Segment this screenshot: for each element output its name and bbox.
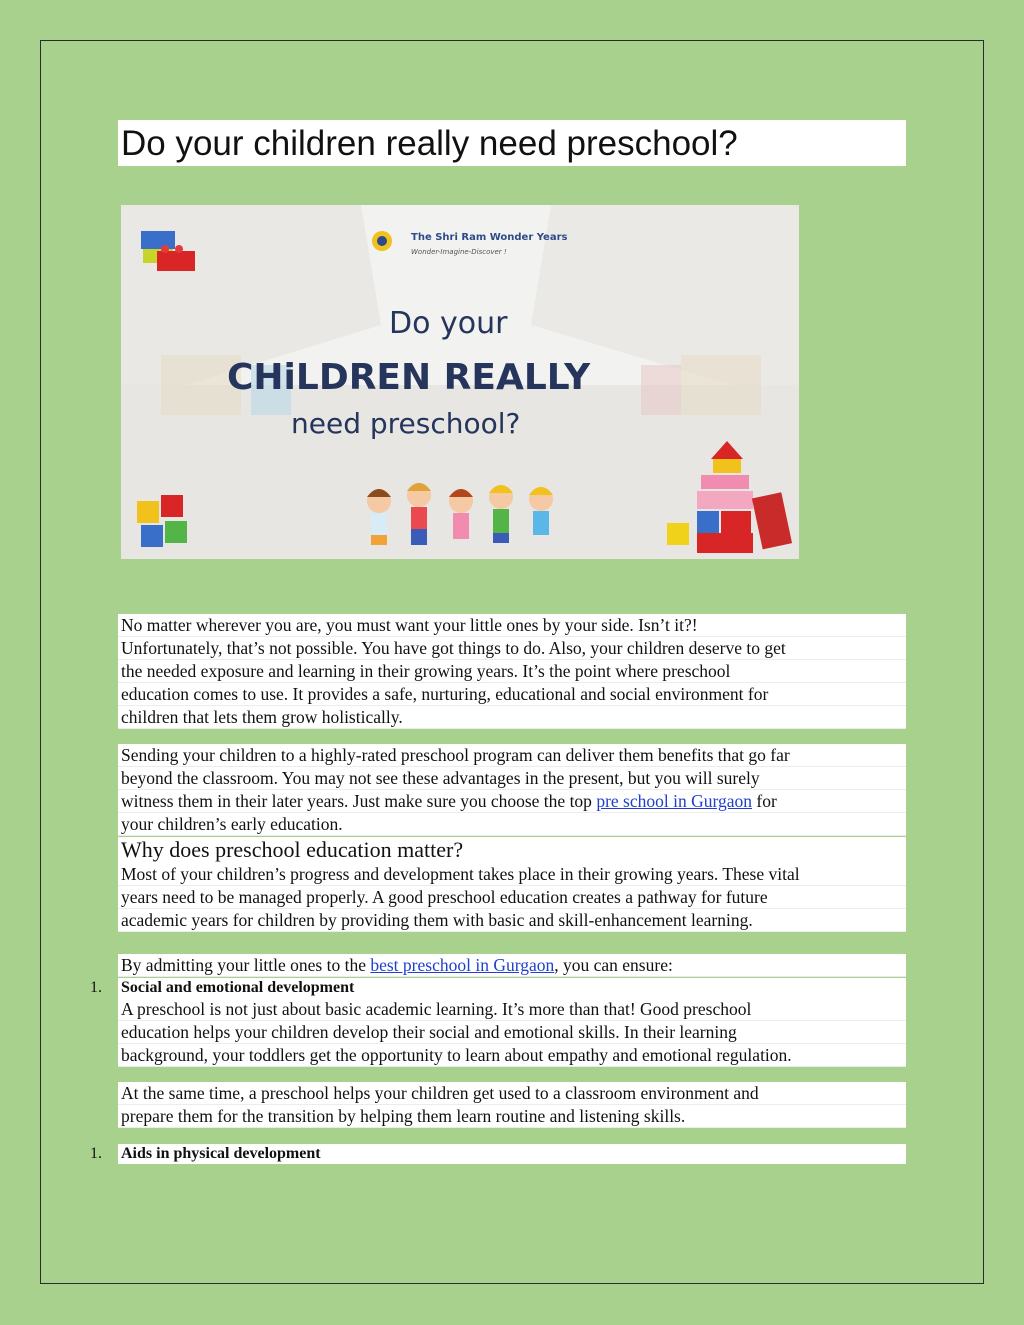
list-number: 1. — [90, 979, 102, 996]
text-line: No matter wherever you are, you must want your little ones by your side. Isn’t it?! — [118, 614, 906, 637]
social-emotional-paragraph-1 — [118, 998, 906, 1067]
list-item-label: Social and emotional development — [118, 978, 906, 998]
list-item-social-emotional — [86, 978, 906, 998]
intro-paragraph-2 — [118, 744, 906, 836]
text-line: education helps your children develop their social and emotional skills. In their learning — [118, 1021, 906, 1044]
hero-line-2: CHiLDREN REALLY — [227, 357, 591, 398]
list-item-label: Aids in physical development — [118, 1144, 906, 1164]
list-item-physical-development — [86, 1144, 906, 1164]
text-line: Most of your children’s progress and development takes place in their growing years. These vital — [118, 863, 906, 886]
text-line: Unfortunately, that’s not possible. You have got things to do. Also, your children deserve to get — [118, 637, 906, 660]
text-line — [118, 954, 906, 977]
text-line: your children’s early education. — [118, 813, 906, 836]
text-line: academic years for children by providing them with basic and skill-enhancement learning. — [118, 909, 906, 932]
text-line: Sending your children to a highly-rated preschool program can deliver them benefits that go far — [118, 744, 906, 767]
hero-line-1: Do your — [389, 306, 508, 341]
brand-tagline: Wonder-Imagine-Discover ! — [411, 248, 507, 256]
brand-name: The Shri Ram Wonder Years — [411, 232, 568, 243]
text-span: witness them in their later years. Just make sure you choose the top — [121, 791, 597, 811]
pre-school-gurgaon-link[interactable]: pre school in Gurgaon — [596, 791, 753, 811]
text-span: , you can ensure: — [554, 955, 673, 975]
text-line: the needed exposure and learning in their growing years. It’s the point where preschool — [118, 660, 906, 683]
hero-line-3: need preschool? — [291, 407, 521, 440]
text-line: background, your toddlers get the opportunity to learn about empathy and emotional regulation. — [118, 1044, 906, 1067]
text-line: A preschool is not just about basic academic learning. It’s more than that! Good preschool — [118, 998, 906, 1021]
text-line: beyond the classroom. You may not see these advantages in the present, but you will surely — [118, 767, 906, 790]
text-line — [118, 790, 906, 813]
text-span: for — [752, 791, 777, 811]
text-line: education comes to use. It provides a safe, nurturing, educational and social environment for — [118, 683, 906, 706]
intro-paragraph-1 — [118, 614, 906, 729]
text-span: By admitting your little ones to the — [121, 955, 371, 975]
document-title: Do your children really need preschool? — [121, 124, 738, 163]
hero-image — [121, 205, 799, 559]
ensure-paragraph — [118, 954, 906, 977]
text-line: prepare them for the transition by helping them learn routine and listening skills. — [118, 1105, 906, 1128]
title-box — [118, 120, 906, 166]
section-heading: Why does preschool education matter? — [121, 837, 464, 862]
list-number: 1. — [90, 1145, 102, 1162]
text-line: children that lets them grow holistically. — [118, 706, 906, 729]
best-preschool-gurgaon-link[interactable]: best preschool in Gurgaon — [370, 955, 555, 975]
section-why-preschool — [118, 837, 906, 932]
text-line: At the same time, a preschool helps your children get used to a classroom environment and — [118, 1082, 906, 1105]
text-line: years need to be managed properly. A good preschool education creates a pathway for future — [118, 886, 906, 909]
social-emotional-paragraph-2 — [118, 1082, 906, 1128]
